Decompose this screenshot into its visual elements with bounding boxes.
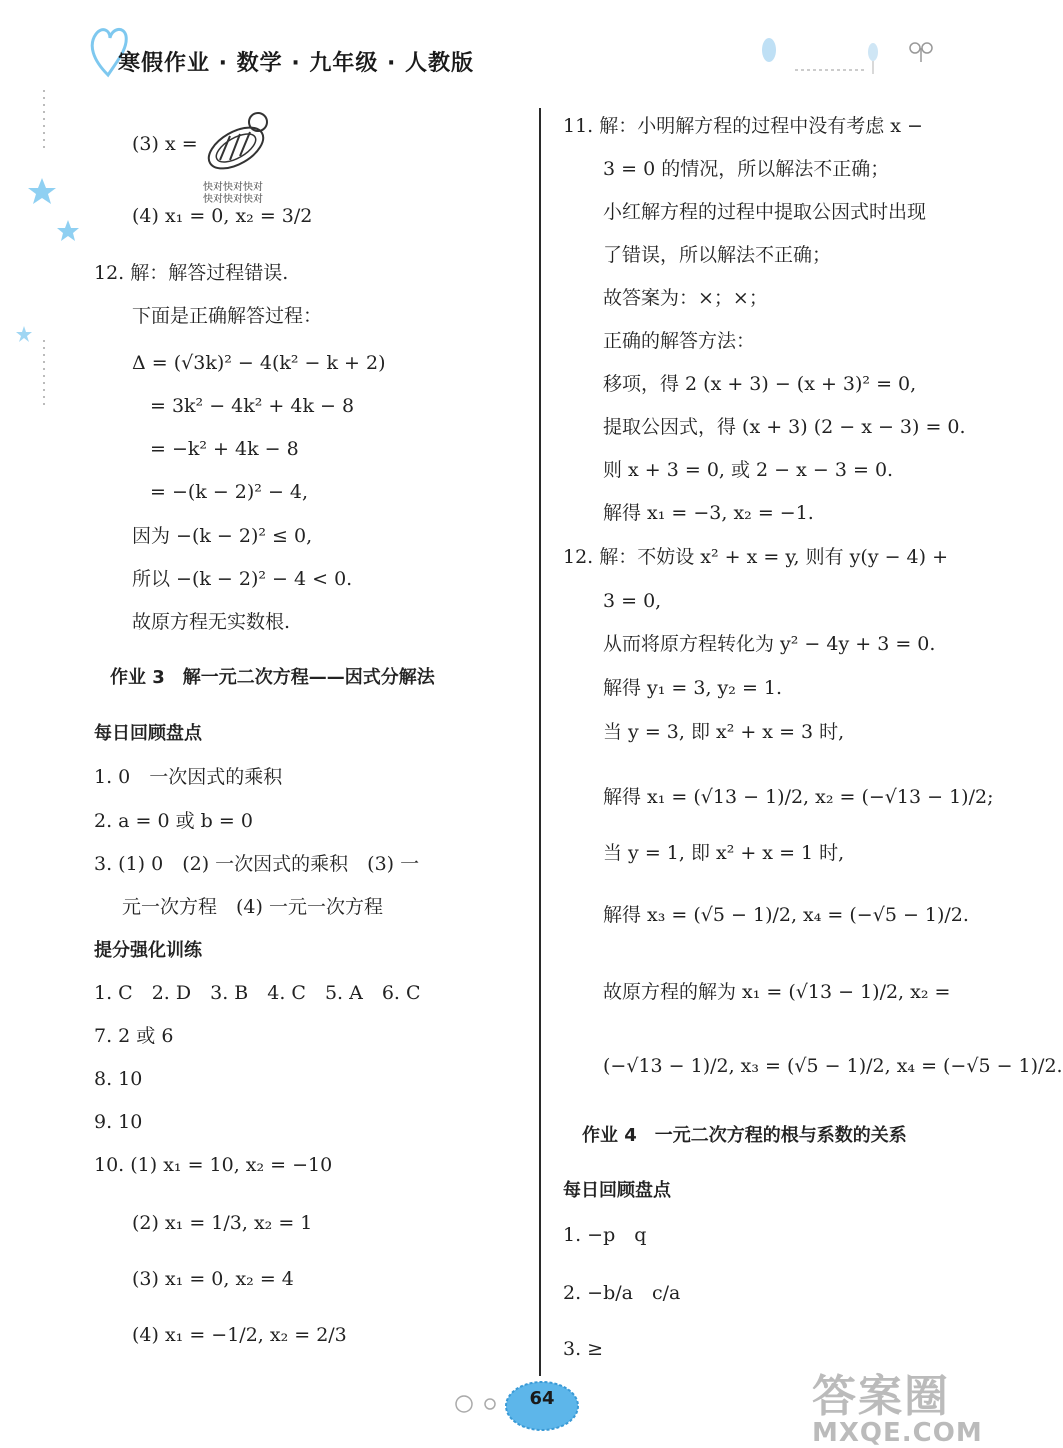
answer-line: 当 y = 1, 即 x² + x = 1 时, bbox=[603, 842, 845, 864]
answer-line: (−√13 − 1)/2, x₃ = (√5 − 1)/2, x₄ = (−√5 − 1)/2. bbox=[603, 1055, 1063, 1077]
answer-stamp-image bbox=[200, 108, 280, 184]
watermark-logo: 答案圈 MXQE.COM bbox=[812, 1371, 983, 1448]
answer-line: (3) x = bbox=[132, 133, 198, 155]
answer-line: 所以 −(k − 2)² − 4 < 0. bbox=[132, 568, 353, 590]
answer-line: 3. (1) 0 (2) 一次因式的乘积 (3) 一 bbox=[94, 853, 420, 875]
answer-line: 故答案为：×；×； bbox=[603, 287, 768, 309]
answer-line: 3 = 0 的情况，所以解法不正确； bbox=[603, 158, 890, 180]
answer-line: 正确的解答方法： bbox=[603, 330, 756, 352]
column-divider bbox=[539, 108, 541, 1376]
answer-line: = −(k − 2)² − 4, bbox=[150, 481, 309, 503]
answer-line: 1. C 2. D 3. B 4. C 5. A 6. C bbox=[94, 982, 421, 1004]
answer-line: 10. (1) x₁ = 10, x₂ = −10 bbox=[94, 1154, 333, 1176]
answer-line: 故原方程的解为 x₁ = (√13 − 1)/2, x₂ = bbox=[603, 981, 951, 1003]
page-header-title: 寒假作业 · 数学 · 九年级 · 人教版 bbox=[118, 51, 475, 76]
page-number-badge-icon bbox=[452, 1380, 582, 1440]
answer-line: 解得 x₃ = (√5 − 1)/2, x₄ = (−√5 − 1)/2. bbox=[603, 904, 969, 926]
answer-line: 8. 10 bbox=[94, 1068, 143, 1090]
answer-line: (2) x₁ = 1/3, x₂ = 1 bbox=[132, 1212, 313, 1234]
section-heading: 作业 3 解一元二次方程——因式分解法 bbox=[110, 667, 435, 688]
subsection-heading: 每日回顾盘点 bbox=[94, 723, 202, 744]
answer-line: 小红解方程的过程中提取公因式时出现 bbox=[603, 201, 927, 223]
answer-line: 故原方程无实数根. bbox=[132, 611, 291, 633]
subsection-heading: 提分强化训练 bbox=[94, 940, 202, 961]
answer-line: 3 = 0, bbox=[603, 590, 662, 612]
answer-line: 下面是正确解答过程： bbox=[132, 305, 323, 327]
answer-line: 移项，得 2 (x + 3) − (x + 3)² = 0, bbox=[603, 373, 917, 395]
answer-line: 7. 2 或 6 bbox=[94, 1025, 174, 1047]
answer-line: (3) x₁ = 0, x₂ = 4 bbox=[132, 1268, 294, 1290]
answer-line: (4) x₁ = 0, x₂ = 3/2 bbox=[132, 205, 313, 227]
answer-line: = −k² + 4k − 8 bbox=[150, 438, 299, 460]
answer-line: = 3k² − 4k² + 4k − 8 bbox=[150, 395, 355, 417]
answer-line: 2. a = 0 或 b = 0 bbox=[94, 810, 253, 832]
stamp-caption: 快对快对快对 快对快对快对 bbox=[203, 182, 263, 205]
answer-line: 9. 10 bbox=[94, 1111, 143, 1133]
answer-line: (4) x₁ = −1/2, x₂ = 2/3 bbox=[132, 1324, 347, 1346]
answer-line: 解得 y₁ = 3, y₂ = 1. bbox=[603, 677, 783, 699]
answer-line: 了错误，所以解法不正确； bbox=[603, 244, 832, 266]
answer-line: 元一次方程 (4) 一元一次方程 bbox=[122, 896, 383, 918]
answer-line: 1. 0 一次因式的乘积 bbox=[94, 766, 283, 788]
answer-line: 因为 −(k − 2)² ≤ 0, bbox=[132, 525, 313, 547]
decorative-stars-icon bbox=[10, 90, 90, 410]
answer-line: 11. 解：小明解方程的过程中没有考虑 x − bbox=[563, 115, 923, 137]
answer-line: 解得 x₁ = (√13 − 1)/2, x₂ = (−√13 − 1)/2; bbox=[603, 786, 994, 808]
decorative-balloons-icon bbox=[755, 30, 945, 80]
answer-line: 解得 x₁ = −3, x₂ = −1. bbox=[603, 502, 814, 524]
answer-line: 1. −p q bbox=[563, 1224, 647, 1246]
subsection-heading: 每日回顾盘点 bbox=[563, 1180, 671, 1201]
answer-line: 提取公因式，得 (x + 3) (2 − x − 3) = 0. bbox=[603, 416, 966, 438]
answer-line: 3. ≥ bbox=[563, 1338, 604, 1360]
answer-line: 则 x + 3 = 0, 或 2 − x − 3 = 0. bbox=[603, 459, 894, 481]
answer-line: 12. 解：不妨设 x² + x = y, 则有 y(y − 4) + bbox=[563, 546, 949, 568]
page-number: 64 bbox=[529, 1388, 555, 1409]
answer-line: 当 y = 3, 即 x² + x = 3 时, bbox=[603, 721, 845, 743]
answer-line: 2. −b/a c/a bbox=[563, 1282, 681, 1304]
section-heading: 作业 4 一元二次方程的根与系数的关系 bbox=[582, 1125, 907, 1146]
answer-line: 从而将原方程转化为 y² − 4y + 3 = 0. bbox=[603, 633, 936, 655]
answer-line: 12. 解：解答过程错误. bbox=[94, 262, 289, 284]
answer-line: Δ = (√3k)² − 4(k² − k + 2) bbox=[132, 352, 386, 374]
